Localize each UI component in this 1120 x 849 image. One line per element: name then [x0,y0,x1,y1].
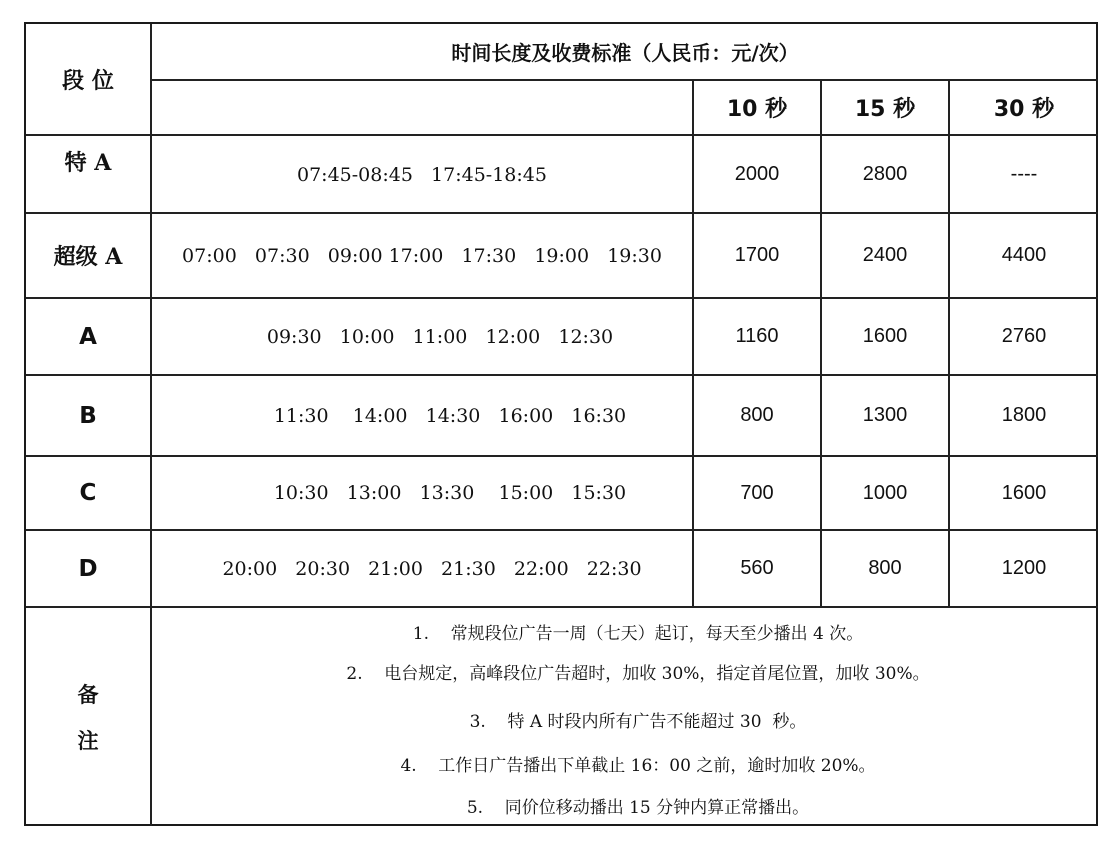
note-item: 3. 特 A 时段内所有广告不能超过 30 秒。 [469,712,807,732]
price-30s: 2760 [1001,325,1047,347]
price-10s: 800 [740,404,774,426]
note-item: 1. 常规段位广告一周（七天）起订，每天至少播出 4 次。 [412,624,864,644]
price-10s: 700 [740,481,774,504]
divider [26,606,1098,608]
segment-label: C [79,480,97,506]
segment-label: 特 A [64,149,112,176]
price-10s: 2000 [734,162,780,185]
note-item: 5. 同价位移动播出 15 分钟内算正常播出。 [466,798,810,818]
note-item: 4. 工作日广告播出下单截止 16：00 之前，逾时加收 20%。 [400,756,876,776]
time-slots: 07:45-08:45 17:45-18:45 [297,164,547,186]
segment-label: A [79,323,97,350]
price-30s: 4400 [1001,244,1047,266]
price-10s: 560 [740,557,774,579]
segment-header: 段 位 [62,67,114,94]
notes-label-2: 注 [77,728,99,753]
segment-label: 超级 A [53,244,123,270]
time-slots: 20:00 20:30 21:00 21:30 22:00 22:30 [222,557,642,580]
price-30s: 1800 [1001,404,1047,426]
price-30s: ---- [1010,162,1038,185]
duration-15s-header: 15 秒 [854,97,916,122]
price-30s: 1200 [1001,557,1047,579]
time-slots: 09:30 10:00 11:00 12:00 12:30 [266,325,614,348]
price-30s: 1600 [1001,481,1047,504]
price-15s: 1600 [862,325,908,347]
duration-30s-header: 30 秒 [993,97,1055,122]
price-15s: 1000 [862,481,908,504]
price-15s: 800 [868,557,902,579]
notes-label-1: 备 [77,682,99,707]
price-15s: 2800 [862,162,908,185]
rate-table [24,22,1098,826]
duration-10s-header: 10 秒 [726,97,788,122]
price-10s: 1700 [734,244,780,266]
price-10s: 1160 [735,325,779,347]
segment-label: D [78,555,98,582]
time-slots: 07:00 07:30 09:00 17:00 17:30 19:00 19:30 [182,244,662,267]
note-item: 2. 电台规定，高峰段位广告超时，加收 30%，指定首尾位置，加收 30%。 [346,664,930,684]
price-15s: 1300 [862,404,908,426]
price-title: 时间长度及收费标准（人民币：元/次） [451,41,799,65]
time-slots: 11:30 14:00 14:30 16:00 16:30 [273,404,627,427]
price-15s: 2400 [862,244,908,266]
time-slots: 10:30 13:00 13:30 15:00 15:30 [273,482,627,504]
segment-label: B [79,402,97,429]
